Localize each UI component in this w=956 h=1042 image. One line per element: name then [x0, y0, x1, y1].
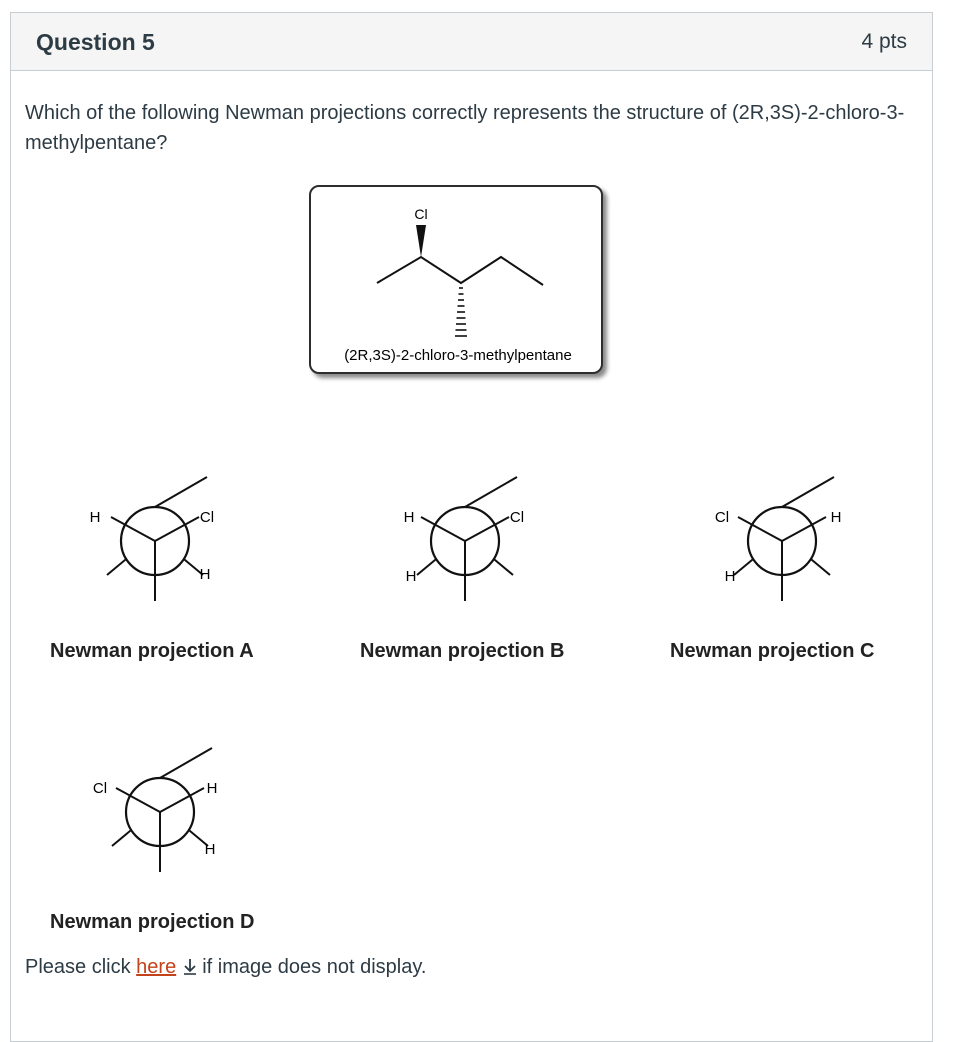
structure-name: (2R,3S)-2-chloro-3-methylpentane	[344, 347, 572, 364]
projection-d-back-label: H	[204, 841, 216, 858]
image-fallback-note	[25, 956, 426, 979]
structure-cl-label: Cl	[414, 206, 428, 222]
caption-projection-b: Newman projection B	[360, 640, 565, 662]
question-title: Question 5	[36, 29, 155, 55]
footer-text-before: Please click	[25, 956, 131, 978]
newman-projection-c	[715, 477, 842, 601]
projection-c-front-right: H	[830, 509, 842, 526]
projection-c-front-left: Cl	[714, 509, 730, 526]
caption-projection-a: Newman projection A	[50, 640, 254, 662]
projection-a-back-label: H	[199, 566, 211, 583]
projection-a-front-left: H	[89, 509, 101, 526]
newman-projection-d	[93, 748, 218, 872]
footer-text-after: if image does not display.	[202, 956, 427, 978]
image-link[interactable]: here	[136, 956, 177, 978]
newman-projection-b	[404, 477, 525, 601]
projection-b-front-left: H	[403, 509, 415, 526]
download-arrow-icon[interactable]	[182, 957, 198, 975]
caption-projection-d: Newman projection D	[50, 911, 255, 933]
caption-projection-c: Newman projection C	[670, 640, 875, 662]
question-points: 4 pts	[861, 30, 907, 53]
projection-d-front-left: Cl	[92, 780, 108, 797]
projection-a-front-right: Cl	[199, 509, 215, 526]
newman-projection-a	[90, 477, 215, 601]
question-prompt: Which of the following Newman projections correctly represents the structure of (2R,3S)-2-chloro-3-methylpentane?	[25, 102, 905, 154]
projection-c-back-label: H	[724, 568, 736, 585]
projection-b-front-right: Cl	[509, 509, 525, 526]
projection-d-front-right: H	[206, 780, 218, 797]
projection-b-back-label: H	[405, 568, 417, 585]
